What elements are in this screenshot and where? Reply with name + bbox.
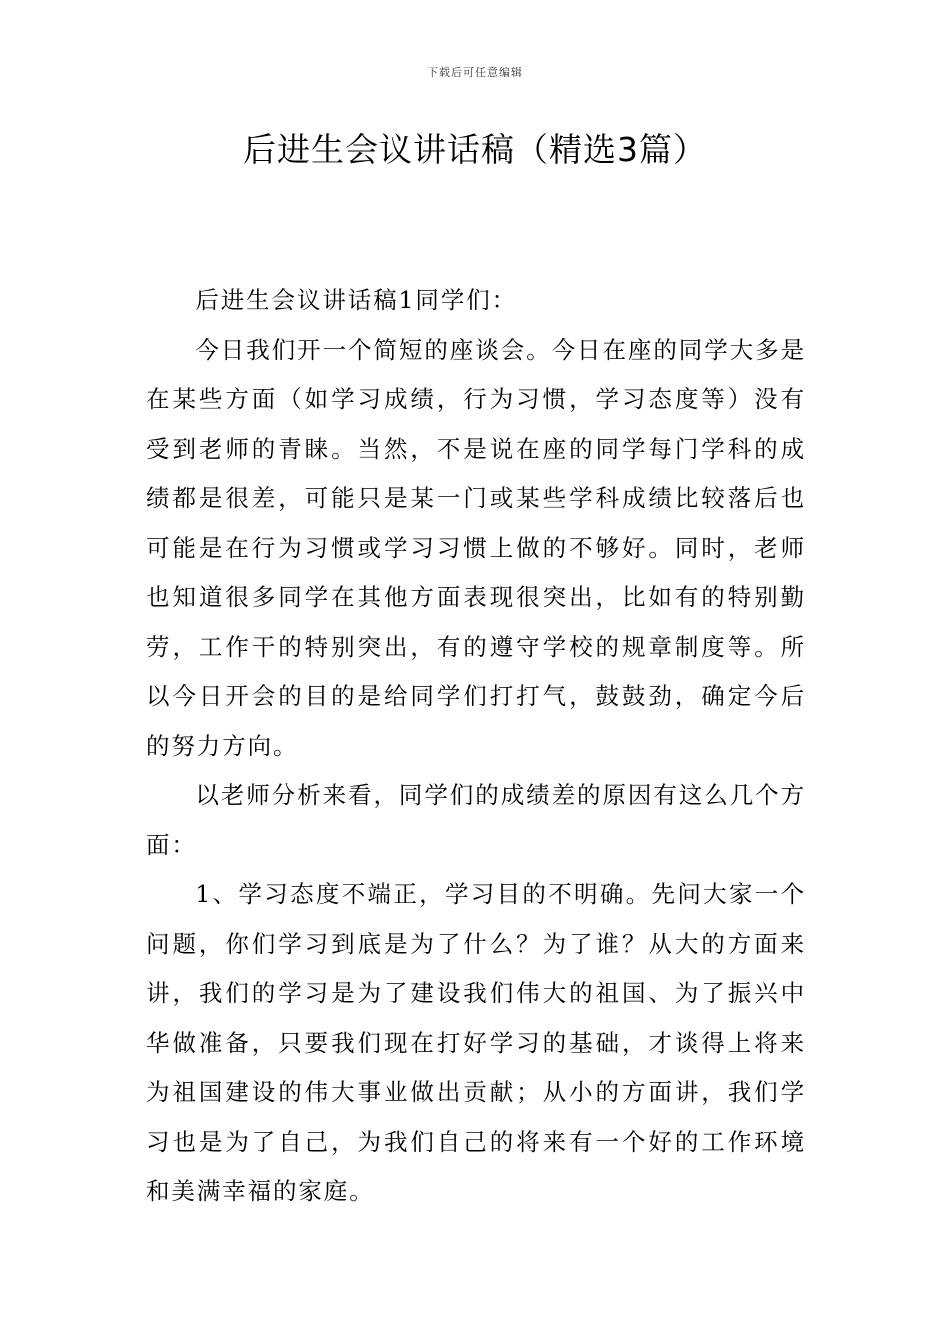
paragraph-analysis: 以老师分析来看，同学们的成绩差的原因有这么几个方面： (146, 781, 806, 859)
document-body (146, 276, 806, 1217)
header-note: 下载后可任意编辑 (427, 66, 523, 79)
paragraph-intro: 今日我们开一个简短的座谈会。今日在座的同学大多是在某些方面（如学习成绩，行为习惯，学习态度等）没有受到老师的青睐。当然，不是说在座的同学每门学科的成绩都是很差，可能只是某一门或某些学科成绩比较落后也可能是在行为习惯或学习习惯上做的不够好。同时，老师也知道很多同学在其他方面表现很突出，比如有的特别勤劳，工作干的特别突出，有的遵守学校的规章制度等。所以今日开会的目的是给同学们打打气，鼓鼓劲，确定今后的努力方向。 (146, 335, 806, 760)
document-title: 后进生会议讲话稿（精选3篇） (243, 130, 707, 169)
paragraph-salutation: 后进生会议讲话稿1同学们： (195, 286, 517, 314)
paragraph-point-1: 1、学习态度不端正，学习目的不明确。先问大家一个问题，你们学习到底是为了什么？为了谁？从大的方面来讲，我们的学习是为了建设我们伟大的祖国、为了振兴中华做准备，只要我们现在打好学习的基础，才谈得上将来为祖国建设的伟大事业做出贡献；从小的方面讲，我们学习也是为了自己，为我们自己的将来有一个好的工作环境和美满幸福的家庭。 (146, 880, 806, 1205)
